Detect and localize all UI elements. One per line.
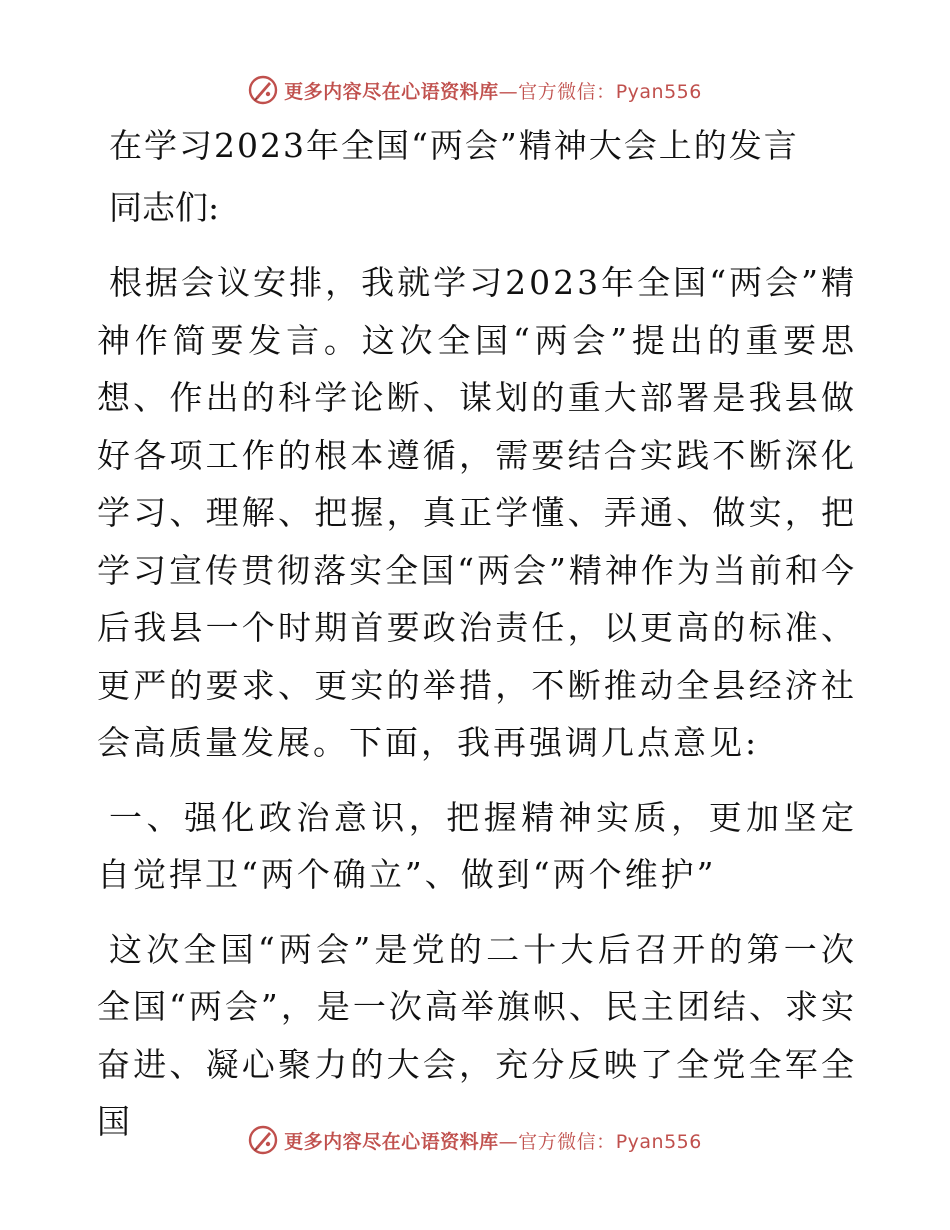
quill-pen-icon xyxy=(248,75,278,105)
quill-pen-icon xyxy=(248,1125,278,1155)
watermark-wechat-id: Pyan556 xyxy=(615,1130,702,1153)
paragraph-intro: 根据会议安排，我就学习2023年全国“两会”精神作简要发言。这次全国“两会”提出的重要思想、作出的科学论断、谋划的重大部署是我县做好各项工作的根本遵循，需要结合实践不断深化学习、理解、把握，真正学懂、弄通、做实，把学习宣传贯彻落实全国“两会”精神作为当前和今后我县一个时期首要政治责任，以更高的标准、更严的要求、更实的举措，不断推动全县经济社会高质量发展。下面，我再强调几点意见: xyxy=(97,263,857,762)
greeting: 同志们: xyxy=(109,188,220,227)
watermark-wechat-label: 官方微信： xyxy=(518,1130,616,1153)
watermark-site-name: 更多内容尽在心语资料库 xyxy=(284,80,499,103)
document-title: 在学习2023年全国“两会”精神大会上的发言 xyxy=(109,126,799,165)
watermark-wechat-id: Pyan556 xyxy=(615,80,702,103)
watermark-site-name: 更多内容尽在心语资料库 xyxy=(284,1130,499,1153)
document-body xyxy=(97,118,857,1168)
watermark-separator: — xyxy=(498,80,519,103)
watermark-separator: — xyxy=(498,1130,519,1153)
header-watermark xyxy=(0,70,950,110)
watermark-wechat-label: 官方微信： xyxy=(518,80,616,103)
footer-watermark xyxy=(0,1120,950,1160)
section-heading-1: 一、强化政治意识，把握精神实质，更加坚定自觉捍卫“两个确立”、做到“两个维护” xyxy=(97,797,857,894)
watermark-text xyxy=(284,77,702,104)
watermark-text xyxy=(284,1127,702,1154)
paragraph-section-1: 这次全国“两会”是党的二十大后召开的第一次全国“两会”，是一次高举旗帜、民主团结、求实奋进、凝心聚力的大会，充分反映了全党全军全国 xyxy=(97,929,857,1141)
